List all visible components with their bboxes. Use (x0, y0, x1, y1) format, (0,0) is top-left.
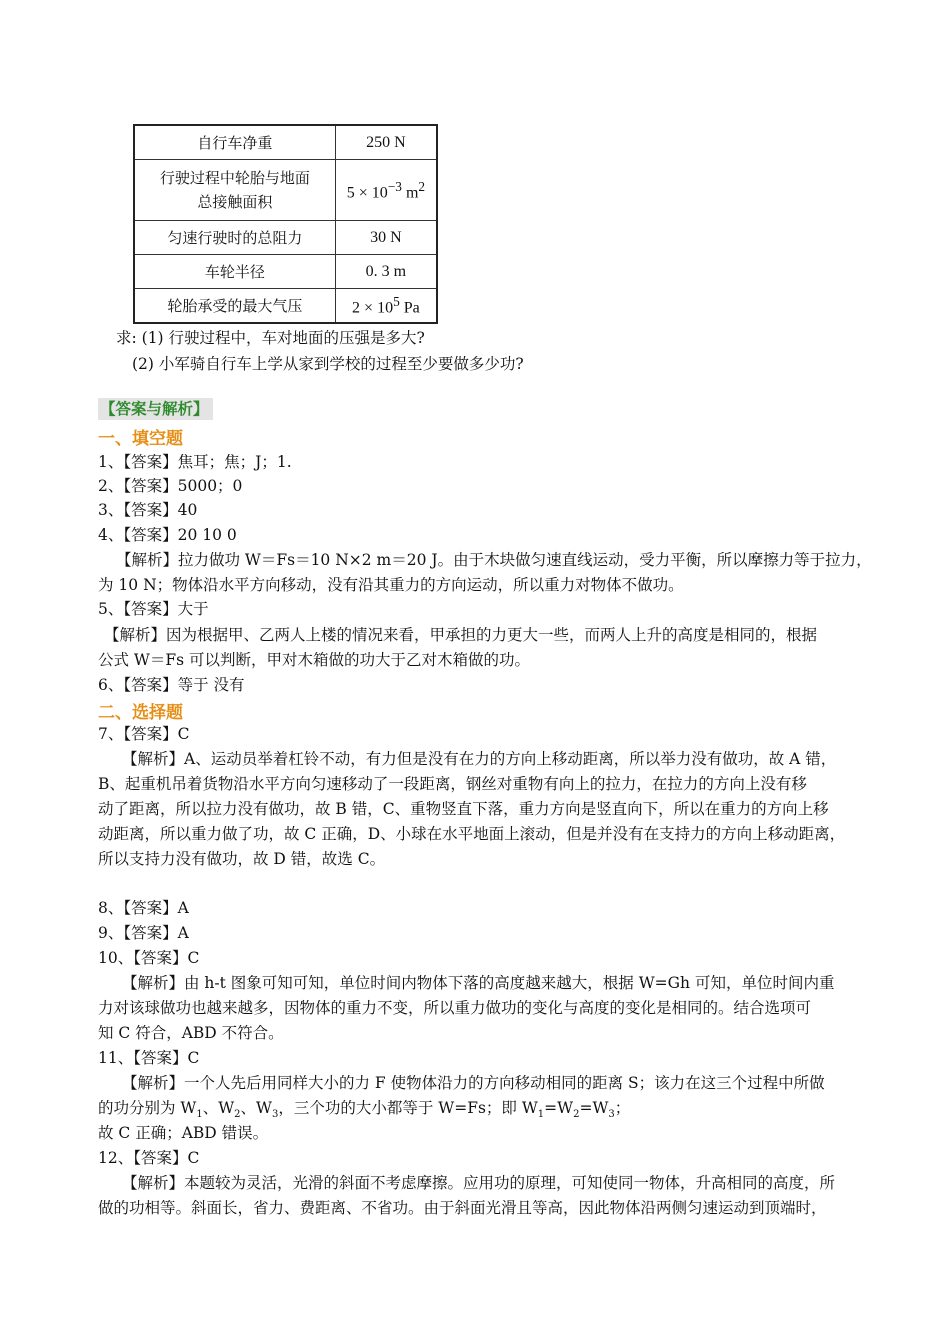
text-run: 、W (202, 1099, 235, 1117)
explanation-line: 【解析】本题较为灵活，光滑的斜面不考虑摩擦。应用功的原理，可知使同一物体，升高相同的高度，所 (122, 1174, 836, 1192)
subscript: 1 (537, 1109, 545, 1121)
text-run: =W (544, 1099, 574, 1117)
explanation-line: 【解析】一个人先后用同样大小的力 F 使物体沿力的方向移动相同的距离 S；该力在这三个过程中所做 (122, 1074, 825, 1092)
label-line: 总接触面积 (197, 193, 273, 211)
explanation-line: 【解析】拉力做功 W＝Fs＝10 N×2 m＝20 J。由于木块做匀速直线运动，受力平衡，所以摩擦力等于拉力， (116, 551, 872, 569)
value-unit: m (401, 184, 419, 202)
table-cell-label: 自行车净重 (134, 125, 335, 160)
label-line: 行驶过程中轮胎与地面 (159, 169, 310, 187)
explanation-line: 知 C 符合，ABD 不符合。 (98, 1024, 284, 1042)
explanation-line: 所以支持力没有做功，故 D 错，故选 C。 (98, 850, 386, 868)
question-2: (2) 小军骑自行车上学从家到学校的过程至少要做多少功? (132, 355, 524, 373)
value-exponent: 5 (393, 293, 400, 309)
explanation-line: 【解析】因为根据甲、乙两人上楼的情况来看，甲承担的力更大一些，而两人上升的高度是相同的，根据 (104, 626, 818, 644)
subscript: 1 (196, 1109, 203, 1121)
explanation-line: 公式 W＝Fs 可以判断，甲对木箱做的功大于乙对木箱做的功。 (98, 651, 530, 669)
explanation-line: 为 10 N；物体沿水平方向移动，没有沿其重力的方向运动，所以重力对物体不做功。 (98, 576, 684, 594)
value-base: 5 × 10 (346, 184, 388, 202)
answer-line: 12、【答案】C (98, 1149, 200, 1167)
question-1: 求: (1) 行驶过程中，车对地面的压强是多大? (116, 329, 425, 347)
table-row (134, 125, 437, 160)
value-exponent: −3 (387, 178, 402, 194)
table-row (134, 160, 437, 221)
table-cell-label: 轮胎承受的最大气压 (134, 289, 335, 324)
answer-line: 2、【答案】5000；0 (98, 477, 243, 495)
answer-section-title: 【答案与解析】 (98, 398, 213, 420)
text-run: 的功分别为 W (98, 1099, 197, 1117)
table-cell-label: 匀速行驶时的总阻力 (134, 221, 335, 255)
table-cell-value (335, 289, 437, 324)
text-run: ，三个功的大小都等于 W=Fs；即 W (278, 1099, 538, 1117)
text-run: =W (579, 1099, 609, 1117)
text-run: ； (614, 1099, 631, 1117)
table-cell-value: 30 N (335, 221, 437, 255)
explanation-line: B、起重机吊着货物沿水平方向匀速移动了一段距离，钢丝对重物有向上的拉力，在拉力的方向上没有移 (98, 775, 807, 793)
table-cell-value (335, 160, 437, 221)
explanation-line: 动了距离，所以拉力没有做功，故 B 错，C、重物竖直下落，重力方向是竖直向下，所以在重力的方向上移 (98, 800, 829, 818)
table-row (134, 255, 437, 289)
answer-line: 1、【答案】焦耳；焦；J；1. (98, 453, 292, 471)
answer-line: 5、【答案】大于 (98, 600, 209, 618)
explanation-line: 【解析】A、运动员举着杠铃不动，有力但是没有在力的方向上移动距离，所以举力没有做功，故 A 错， (122, 750, 837, 768)
subscript: 2 (573, 1109, 580, 1121)
answer-line: 7、【答案】C (98, 725, 190, 743)
bicycle-spec-table (133, 124, 438, 324)
answer-line: 3、【答案】40 (98, 501, 198, 519)
answer-line: 10、【答案】C (98, 949, 200, 967)
table-row (134, 289, 437, 324)
table-cell-value: 0. 3 m (335, 255, 437, 289)
value-unit-exponent: 2 (418, 178, 426, 194)
part2-heading: 二、选择题 (98, 703, 183, 723)
table-cell-label: 车轮半径 (134, 255, 335, 289)
explanation-line: 力对该球做功也越来越多，因物体的重力不变，所以重力做功的变化与高度的变化是相同的。结合选项可 (98, 999, 812, 1017)
subscript: 2 (234, 1109, 241, 1121)
answer-line: 6、【答案】等于 没有 (98, 676, 245, 694)
answer-line: 4、【答案】20 10 0 (98, 526, 237, 544)
answer-line: 11、【答案】C (98, 1049, 200, 1067)
explanation-line: 动距离，所以重力做了功，故 C 正确，D、小球在水平地面上滚动，但是并没有在支持力的方向上移动距离， (98, 825, 846, 843)
explanation-line: 做的功相等。斜面长，省力、费距离、不省功。由于斜面光滑且等高，因此物体沿两侧匀速运动到顶端时， (98, 1199, 827, 1217)
subscript: 3 (608, 1109, 615, 1121)
table-cell-value: 250 N (335, 125, 437, 160)
table-cell-label (134, 160, 335, 221)
table-row (134, 221, 437, 255)
value-base: 2 × 10 (352, 299, 394, 317)
answer-line: 9、【答案】A (98, 924, 189, 942)
value-unit: Pa (399, 299, 420, 317)
explanation-line: 故 C 正确；ABD 错误。 (98, 1124, 269, 1142)
explanation-line: 【解析】由 h-t 图象可知可知，单位时间内物体下落的高度越来越大，根据 W=Gh 可知，单位时间内重 (122, 974, 835, 992)
subscript: 3 (271, 1109, 279, 1121)
answer-line: 8、【答案】A (98, 899, 189, 917)
part1-heading: 一、填空题 (98, 429, 183, 449)
text-run: 、W (240, 1099, 272, 1117)
